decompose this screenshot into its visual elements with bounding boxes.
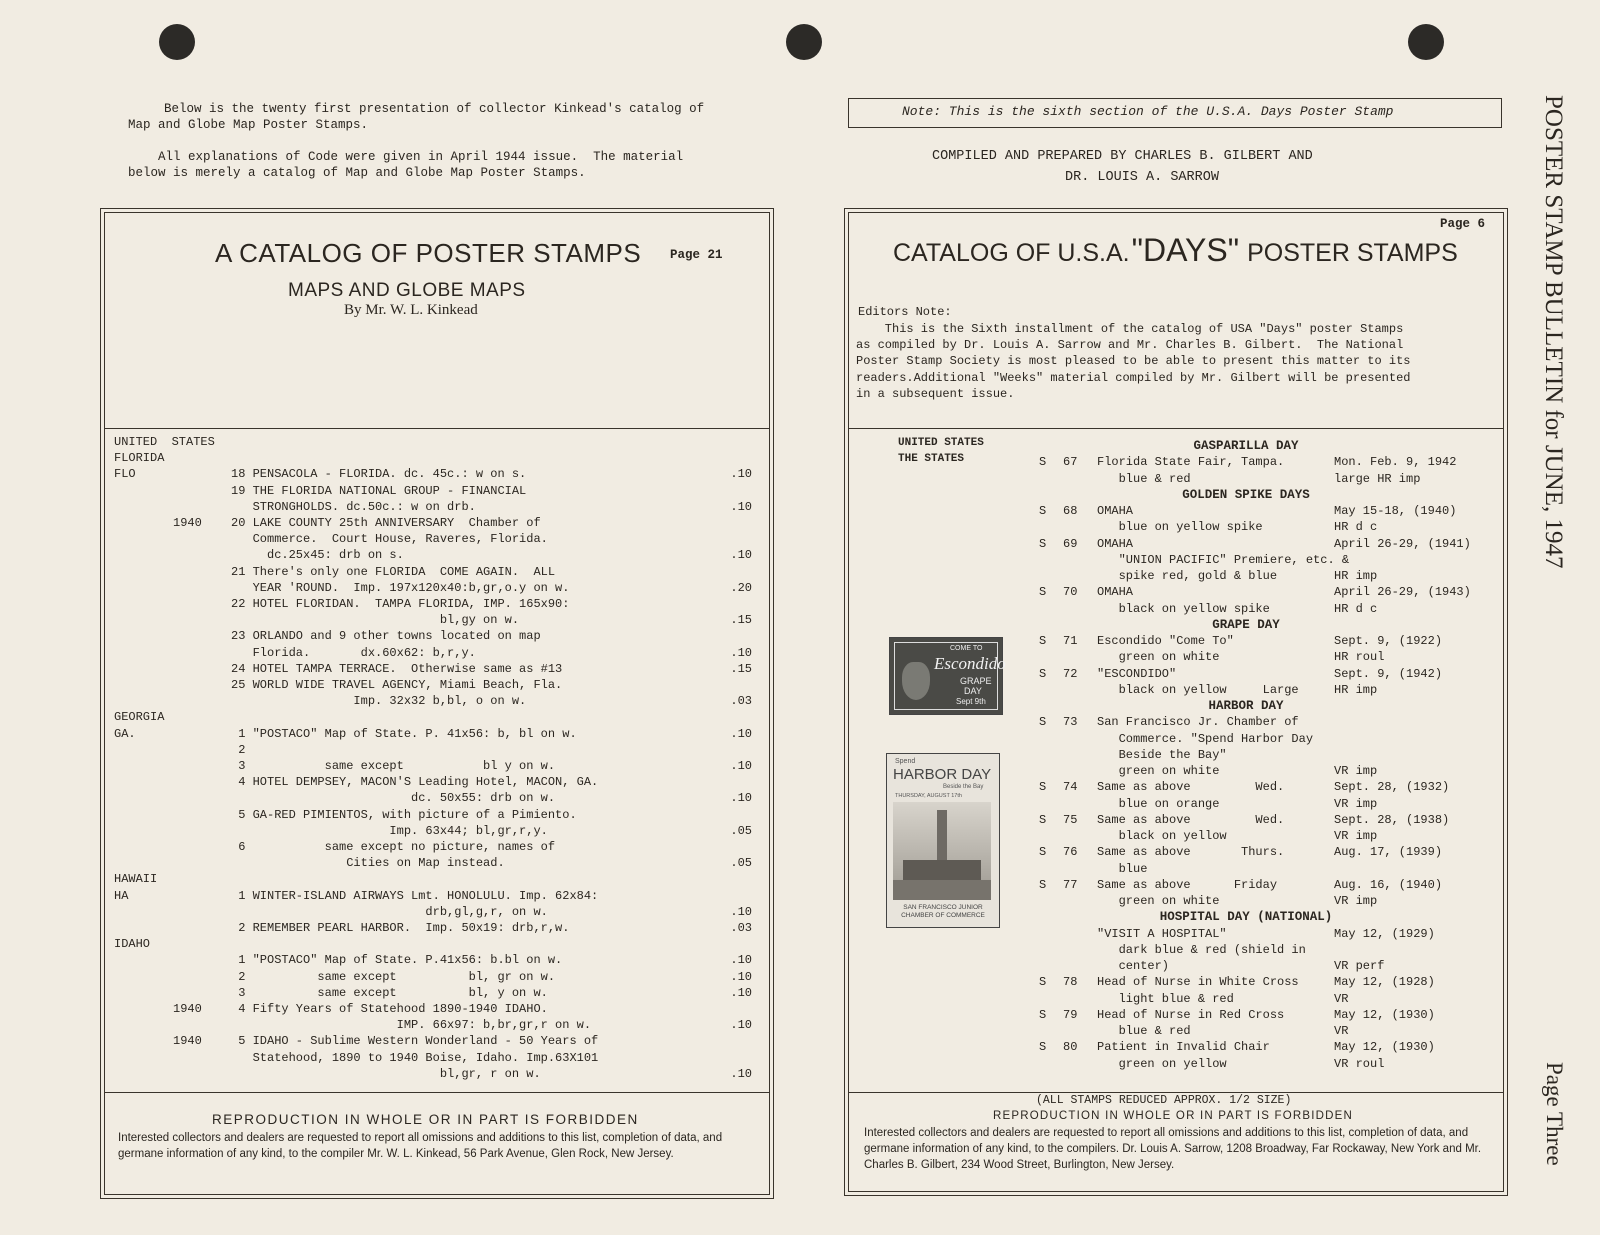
right-title-part-c: POSTER STAMPS bbox=[1247, 239, 1458, 267]
left-row-price: .03 bbox=[730, 921, 752, 935]
left-row-entry: 1 "POSTACO" Map of State. P.41x56: b.bl on w. bbox=[231, 953, 563, 968]
right-row-date-type: April 26-29, (1941) bbox=[1334, 536, 1471, 551]
right-section-heading: GRAPE DAY bbox=[1212, 617, 1280, 632]
right-row-description: blue on yellow spike bbox=[1097, 520, 1263, 535]
right-row-description: Head of Nurse in Red Cross bbox=[1097, 1007, 1285, 1022]
right-row-date-type: HR d c bbox=[1334, 520, 1378, 535]
stamp2-line-1: Spend bbox=[895, 758, 916, 765]
left-row-price: .20 bbox=[730, 580, 752, 595]
right-compiled-line-1: COMPILED AND PREPARED BY CHARLES B. GILBERT AND bbox=[932, 149, 1313, 164]
left-row-region: GA. bbox=[114, 726, 136, 741]
left-row-price: .10 bbox=[730, 791, 752, 806]
left-page-number: Page 21 bbox=[670, 248, 723, 262]
right-row-description: Same as above Friday bbox=[1097, 877, 1278, 892]
right-row-series: S bbox=[1039, 666, 1047, 681]
spine-page-label: Page Three bbox=[1542, 1062, 1567, 1166]
left-row-price: .10 bbox=[730, 548, 752, 563]
left-row-entry: 1 WINTER-ISLAND AIRWAYS Lmt. HONOLULU. Imp. 62x84: bbox=[231, 888, 599, 903]
right-row-description: black on yellow spike bbox=[1097, 601, 1270, 616]
right-row-date-type: VR imp bbox=[1334, 894, 1378, 908]
left-row-entry: bl,gr, r on w. bbox=[231, 1066, 541, 1081]
left-row-entry: 4 HOTEL DEMPSEY, MACON'S Leading Hotel, MACON, GA. bbox=[231, 775, 599, 790]
right-row-number: 76 bbox=[1063, 845, 1078, 860]
right-row-number: 72 bbox=[1063, 666, 1078, 681]
left-row-entry: 4 Fifty Years of Statehood 1890-1940 IDAHO. bbox=[231, 1002, 548, 1016]
harbor-day-stamp bbox=[886, 753, 1000, 928]
right-row-description: OMAHA bbox=[1097, 536, 1134, 551]
left-row-entry: 1 "POSTACO" Map of State. P. 41x56: b, bl on w. bbox=[231, 726, 577, 741]
editors-note-line: readers.Additional "Weeks" material compiled by Mr. Gilbert will be presented bbox=[856, 370, 1411, 385]
right-row-date-type: Aug. 16, (1940) bbox=[1334, 877, 1443, 892]
left-row-entry: 19 THE FLORIDA NATIONAL GROUP - FINANCIAL bbox=[231, 483, 527, 498]
punch-hole-left bbox=[159, 24, 195, 60]
left-row-entry: STRONGHOLDS. dc.50c.: w on drb. bbox=[231, 499, 476, 514]
left-row-price: .10 bbox=[730, 1018, 752, 1033]
right-row-description: Same as above Wed. bbox=[1097, 780, 1285, 795]
left-intro-line-3: All explanations of Code were given in April 1944 issue. The material bbox=[158, 150, 684, 164]
left-row-region: HA bbox=[114, 888, 129, 903]
right-row-description: green on white bbox=[1097, 764, 1220, 778]
right-title-part-a: CATALOG OF U.S.A. bbox=[893, 239, 1130, 267]
right-row-description: green on white bbox=[1097, 894, 1220, 908]
right-row-series: S bbox=[1039, 877, 1047, 892]
right-row-date-type: Sept. 28, (1938) bbox=[1334, 812, 1450, 827]
right-row-series: S bbox=[1039, 536, 1047, 551]
editors-note-line: Poster Stamp Society is most pleased to be able to present this matter to its bbox=[856, 354, 1411, 369]
left-row-entry: 23 ORLANDO and 9 other towns located on map bbox=[231, 629, 541, 644]
right-row-series: S bbox=[1039, 975, 1047, 990]
stamp1-line-5: Sept 9th bbox=[956, 697, 986, 706]
right-row-description: Patient in Invalid Chair bbox=[1097, 1040, 1270, 1055]
right-row-description: Beside the Bay" bbox=[1097, 747, 1227, 762]
right-row-number: 73 bbox=[1063, 715, 1078, 730]
right-page-number: Page 6 bbox=[1440, 217, 1486, 231]
right-row-number: 71 bbox=[1063, 634, 1078, 648]
right-row-date-type: May 12, (1929) bbox=[1334, 926, 1435, 941]
right-note-text: Note: This is the sixth section of the U.S.A. Days Poster Stamp bbox=[902, 104, 1394, 119]
right-compiled-line-2: DR. LOUIS A. SARROW bbox=[1065, 170, 1219, 185]
right-section-heading: HOSPITAL DAY (NATIONAL) bbox=[1159, 910, 1333, 925]
left-row-region: UNITED STATES bbox=[114, 435, 215, 449]
right-row-date-type: May 12, (1930) bbox=[1334, 1040, 1435, 1055]
stamp2-line-3: Beside the Bay bbox=[943, 784, 984, 790]
left-row-entry: YEAR 'ROUND. Imp. 197x120x40:b,gr,o.y on w. bbox=[231, 580, 570, 595]
right-row-description: "VISIT A HOSPITAL" bbox=[1097, 926, 1227, 941]
right-row-date-type: Sept. 28, (1932) bbox=[1334, 780, 1450, 795]
right-row-description: Florida State Fair, Tampa. bbox=[1097, 455, 1285, 470]
left-row-price: .10 bbox=[730, 953, 752, 968]
right-row-description: green on white bbox=[1097, 650, 1220, 665]
right-row-description: green on yellow bbox=[1097, 1056, 1227, 1071]
punch-hole-center bbox=[786, 24, 822, 60]
right-row-series: S bbox=[1039, 504, 1047, 518]
editors-note-line: as compiled by Dr. Louis A. Sarrow and Mr. Charles B. Gilbert. The National bbox=[856, 338, 1404, 353]
left-row-price: .10 bbox=[730, 759, 752, 773]
left-row-entry: 3 same except bl y on w. bbox=[231, 759, 556, 773]
right-row-series: S bbox=[1039, 812, 1047, 827]
left-row-price: .10 bbox=[730, 904, 752, 919]
left-row-entry: 2 bbox=[231, 742, 246, 757]
left-row-entry: 24 HOTEL TAMPA TERRACE. Otherwise same as #13 bbox=[231, 661, 563, 676]
right-row-description: OMAHA bbox=[1097, 504, 1134, 518]
editors-note-line: This is the Sixth installment of the catalog of USA "Days" poster Stamps bbox=[856, 322, 1404, 336]
right-row-number: 69 bbox=[1063, 536, 1078, 551]
punch-hole-right bbox=[1408, 24, 1444, 60]
right-row-series: S bbox=[1039, 780, 1047, 795]
right-row-description: light blue & red bbox=[1097, 991, 1234, 1006]
right-row-date-type: VR imp bbox=[1334, 829, 1378, 843]
left-row-entry: 2 REMEMBER PEARL HARBOR. Imp. 50x19: drb,r,w. bbox=[231, 921, 570, 935]
right-row-description: spike red, gold & blue bbox=[1097, 569, 1278, 583]
right-catalog-title bbox=[893, 232, 1458, 269]
right-row-series: S bbox=[1039, 585, 1047, 600]
left-row-entry: Florida. dx.60x62: b,r,y. bbox=[231, 645, 476, 660]
left-row-price: .10 bbox=[730, 969, 752, 984]
right-footer-title: REPRODUCTION IN WHOLE OR IN PART IS FORBIDDEN bbox=[993, 1110, 1354, 1122]
right-row-number: 70 bbox=[1063, 585, 1078, 600]
right-row-series: S bbox=[1039, 634, 1047, 648]
right-row-date-type: Mon. Feb. 9, 1942 bbox=[1334, 455, 1457, 470]
right-row-date-type: HR d c bbox=[1334, 601, 1378, 616]
grape-cluster-icon bbox=[902, 662, 930, 700]
right-row-description: blue on orange bbox=[1097, 796, 1220, 811]
left-row-entry: 5 GA-RED PIMIENTOS, with picture of a Pimiento. bbox=[231, 807, 577, 822]
right-row-date-type: HR imp bbox=[1334, 569, 1378, 583]
right-row-series: S bbox=[1039, 1040, 1047, 1055]
left-row-entry: Cities on Map instead. bbox=[231, 856, 505, 871]
stamp2-line-5: SAN FRANCISCO JUNIOR CHAMBER OF COMMERCE bbox=[901, 904, 985, 919]
right-row-date-type: Aug. 17, (1939) bbox=[1334, 845, 1443, 860]
stamp1-line-3: GRAPE bbox=[960, 676, 992, 686]
right-title-part-b: "DAYS" bbox=[1131, 232, 1240, 268]
right-region-2: THE STATES bbox=[898, 453, 965, 465]
left-intro-line-4: below is merely a catalog of Map and Globe Map Poster Stamps. bbox=[128, 166, 586, 180]
right-row-date-type: HR imp bbox=[1334, 682, 1378, 697]
right-row-description: Same as above Thurs. bbox=[1097, 845, 1285, 860]
left-row-price: .03 bbox=[730, 694, 752, 709]
right-row-number: 77 bbox=[1063, 877, 1078, 892]
right-row-series: S bbox=[1039, 715, 1047, 730]
right-row-series: S bbox=[1039, 845, 1047, 860]
right-row-description: Commerce. "Spend Harbor Day bbox=[1097, 731, 1314, 746]
stamp2-line-4: THURSDAY, AUGUST 17th bbox=[895, 793, 962, 799]
left-row-entry: 5 IDAHO - Sublime Western Wonderland - 50 Years of bbox=[231, 1034, 599, 1049]
left-header-divider bbox=[104, 428, 770, 429]
escondido-grape-day-stamp bbox=[889, 637, 1006, 715]
right-section-heading: HARBOR DAY bbox=[1208, 699, 1284, 713]
left-row-entry: dc.25x45: drb on s. bbox=[231, 548, 404, 563]
left-row-price: .10 bbox=[730, 985, 752, 1000]
left-row-year: 1940 bbox=[173, 1034, 202, 1049]
left-row-entry: 25 WORLD WIDE TRAVEL AGENCY, Miami Beach, Fla. bbox=[231, 678, 563, 692]
stamp2-line-2: HARBOR DAY bbox=[893, 766, 992, 783]
stamp1-line-4: DAY bbox=[964, 686, 982, 696]
editors-note-label: Editors Note: bbox=[858, 305, 952, 319]
right-row-series: S bbox=[1039, 1007, 1047, 1022]
left-row-region: HAWAII bbox=[114, 872, 158, 887]
right-row-date-type: VR bbox=[1334, 991, 1349, 1006]
right-region-1: UNITED STATES bbox=[898, 437, 984, 449]
spine-bulletin-title: POSTER STAMP BULLETIN for JUNE, 1947 bbox=[1540, 95, 1567, 569]
editors-note-line: in a subsequent issue. bbox=[856, 386, 1015, 401]
right-row-description: OMAHA bbox=[1097, 585, 1134, 600]
right-row-number: 74 bbox=[1063, 780, 1078, 795]
right-row-description: San Francisco Jr. Chamber of bbox=[1097, 715, 1299, 730]
left-row-entry: 6 same except no picture, names of bbox=[231, 840, 556, 854]
left-row-entry: drb,gl,g,r, on w. bbox=[231, 904, 548, 919]
right-row-description: center) bbox=[1097, 959, 1170, 973]
left-row-entry: 22 HOTEL FLORIDAN. TAMPA FLORIDA, IMP. 165x90: bbox=[231, 597, 570, 611]
right-row-description: blue & red bbox=[1097, 471, 1191, 486]
right-row-description: Escondido "Come To" bbox=[1097, 634, 1234, 648]
left-row-region: IDAHO bbox=[114, 937, 151, 952]
right-row-date-type: VR bbox=[1334, 1024, 1349, 1038]
left-row-price: .10 bbox=[730, 726, 752, 741]
left-intro-line-1: Below is the twenty first presentation of collector Kinkead's catalog of bbox=[164, 102, 705, 116]
right-footer-body: Interested collectors and dealers are requested to report all omissions and additions to this list, completion of data, and germane information of any kind, to the compilers. Dr. Louis A. Sarrow, 1208 Broadway, Far Rockaway, New York and Mr. Charles B. Gilbert, 234 Wood Street, Burlington, New Jersey. bbox=[864, 1127, 1482, 1171]
right-row-description: Head of Nurse in White Cross bbox=[1097, 975, 1299, 990]
stamp1-line-1: COME TO bbox=[950, 645, 983, 652]
left-row-entry: 21 There's only one FLORIDA COME AGAIN. ALL bbox=[231, 564, 556, 579]
right-row-description: blue & red bbox=[1097, 1024, 1191, 1038]
right-row-description: blue bbox=[1097, 861, 1148, 876]
left-row-region: FLORIDA bbox=[114, 451, 165, 466]
right-row-date-type: May 12, (1928) bbox=[1334, 975, 1435, 990]
left-row-price: .15 bbox=[730, 613, 752, 628]
right-header-divider bbox=[848, 428, 1504, 429]
left-row-entry: bl,gy on w. bbox=[231, 613, 520, 628]
left-row-entry: Imp. 63x44; bl,gr,r,y. bbox=[231, 823, 548, 838]
left-row-price: .10 bbox=[730, 645, 752, 660]
left-row-price: .10 bbox=[730, 467, 752, 482]
left-row-entry: Imp. 32x32 b,bl, o on w. bbox=[231, 694, 527, 709]
left-footer-divider bbox=[104, 1092, 770, 1093]
right-row-date-type: Sept. 9, (1922) bbox=[1334, 634, 1443, 648]
right-row-description: black on yellow bbox=[1097, 829, 1227, 843]
right-row-date-type: April 26-29, (1943) bbox=[1334, 585, 1471, 600]
right-row-description: black on yellow Large bbox=[1097, 682, 1299, 697]
right-row-description: dark blue & red (shield in bbox=[1097, 942, 1306, 957]
left-row-price: .05 bbox=[730, 823, 752, 838]
right-row-date-type: VR imp bbox=[1334, 796, 1378, 811]
stamp1-line-2: Escondido bbox=[934, 654, 1006, 673]
right-row-date-type: May 12, (1930) bbox=[1334, 1007, 1435, 1022]
left-row-entry: 2 same except bl, gr on w. bbox=[231, 969, 556, 984]
left-row-price: .10 bbox=[730, 1066, 752, 1081]
right-row-number: 78 bbox=[1063, 975, 1078, 990]
left-row-entry: dc. 50x55: drb on w. bbox=[231, 791, 556, 806]
left-row-entry: IMP. 66x97: b,br,gr,r on w. bbox=[231, 1018, 592, 1033]
right-section-heading: GOLDEN SPIKE DAYS bbox=[1182, 487, 1310, 502]
right-row-number: 67 bbox=[1063, 455, 1078, 470]
left-row-price: .15 bbox=[730, 661, 752, 676]
left-catalog-subtitle: MAPS AND GLOBE MAPS bbox=[288, 280, 526, 301]
left-footer-body: Interested collectors and dealers are requested to report all omissions and additions to this list, completion of data, and germane information of any kind, to the compiler Mr. W. L. Kinkead, 56 Park Avenue, Glen Rock, New Jersey. bbox=[118, 1132, 723, 1160]
right-row-date-type: VR roul bbox=[1334, 1056, 1385, 1071]
left-catalog-byline: By Mr. W. L. Kinkead bbox=[344, 302, 478, 318]
left-row-price: .10 bbox=[730, 499, 752, 514]
ferry-building-illustration bbox=[893, 802, 991, 900]
left-row-entry: Commerce. Court House, Raveres, Florida. bbox=[231, 532, 548, 547]
left-row-price: .05 bbox=[730, 856, 752, 871]
right-row-date-type: VR imp bbox=[1334, 764, 1378, 778]
right-row-date-type: May 15-18, (1940) bbox=[1334, 504, 1457, 518]
left-footer-title: REPRODUCTION IN WHOLE OR IN PART IS FORBIDDEN bbox=[212, 1112, 639, 1127]
left-row-region: GEORGIA bbox=[114, 710, 165, 725]
left-row-entry: 3 same except bl, y on w. bbox=[231, 985, 548, 1000]
right-row-number: 68 bbox=[1063, 504, 1078, 518]
left-row-entry: 18 PENSACOLA - FLORIDA. dc. 45c.: w on s. bbox=[231, 467, 527, 482]
right-row-date-type: Sept. 9, (1942) bbox=[1334, 666, 1443, 681]
right-row-description: "ESCONDIDO" bbox=[1097, 666, 1177, 681]
left-row-entry: 20 LAKE COUNTY 25th ANNIVERSARY Chamber of bbox=[231, 516, 541, 530]
right-row-date-type: large HR imp bbox=[1334, 471, 1421, 486]
left-row-year: 1940 bbox=[173, 516, 202, 530]
right-footer-divider bbox=[848, 1092, 1504, 1093]
right-row-number: 75 bbox=[1063, 812, 1078, 827]
right-row-description: Same as above Wed. bbox=[1097, 812, 1285, 827]
right-row-date-type: HR roul bbox=[1334, 650, 1385, 665]
right-row-date-type: VR perf bbox=[1334, 959, 1385, 973]
left-row-entry: Statehood, 1890 to 1940 Boise, Idaho. Imp.63X101 bbox=[231, 1050, 599, 1065]
left-catalog-title: A CATALOG OF POSTER STAMPS bbox=[215, 238, 642, 268]
right-row-series: S bbox=[1039, 455, 1047, 470]
right-section-heading: GASPARILLA DAY bbox=[1193, 439, 1299, 453]
right-row-number: 79 bbox=[1063, 1007, 1078, 1022]
right-footer-reduced: (ALL STAMPS REDUCED APPROX. 1/2 SIZE) bbox=[1036, 1094, 1292, 1107]
right-row-description: "UNION PACIFIC" Premiere, etc. & bbox=[1097, 552, 1350, 567]
right-row-number: 80 bbox=[1063, 1040, 1078, 1055]
left-row-region: FLO bbox=[114, 467, 136, 482]
left-intro-line-2: Map and Globe Map Poster Stamps. bbox=[128, 118, 369, 132]
left-row-year: 1940 bbox=[173, 1002, 202, 1016]
